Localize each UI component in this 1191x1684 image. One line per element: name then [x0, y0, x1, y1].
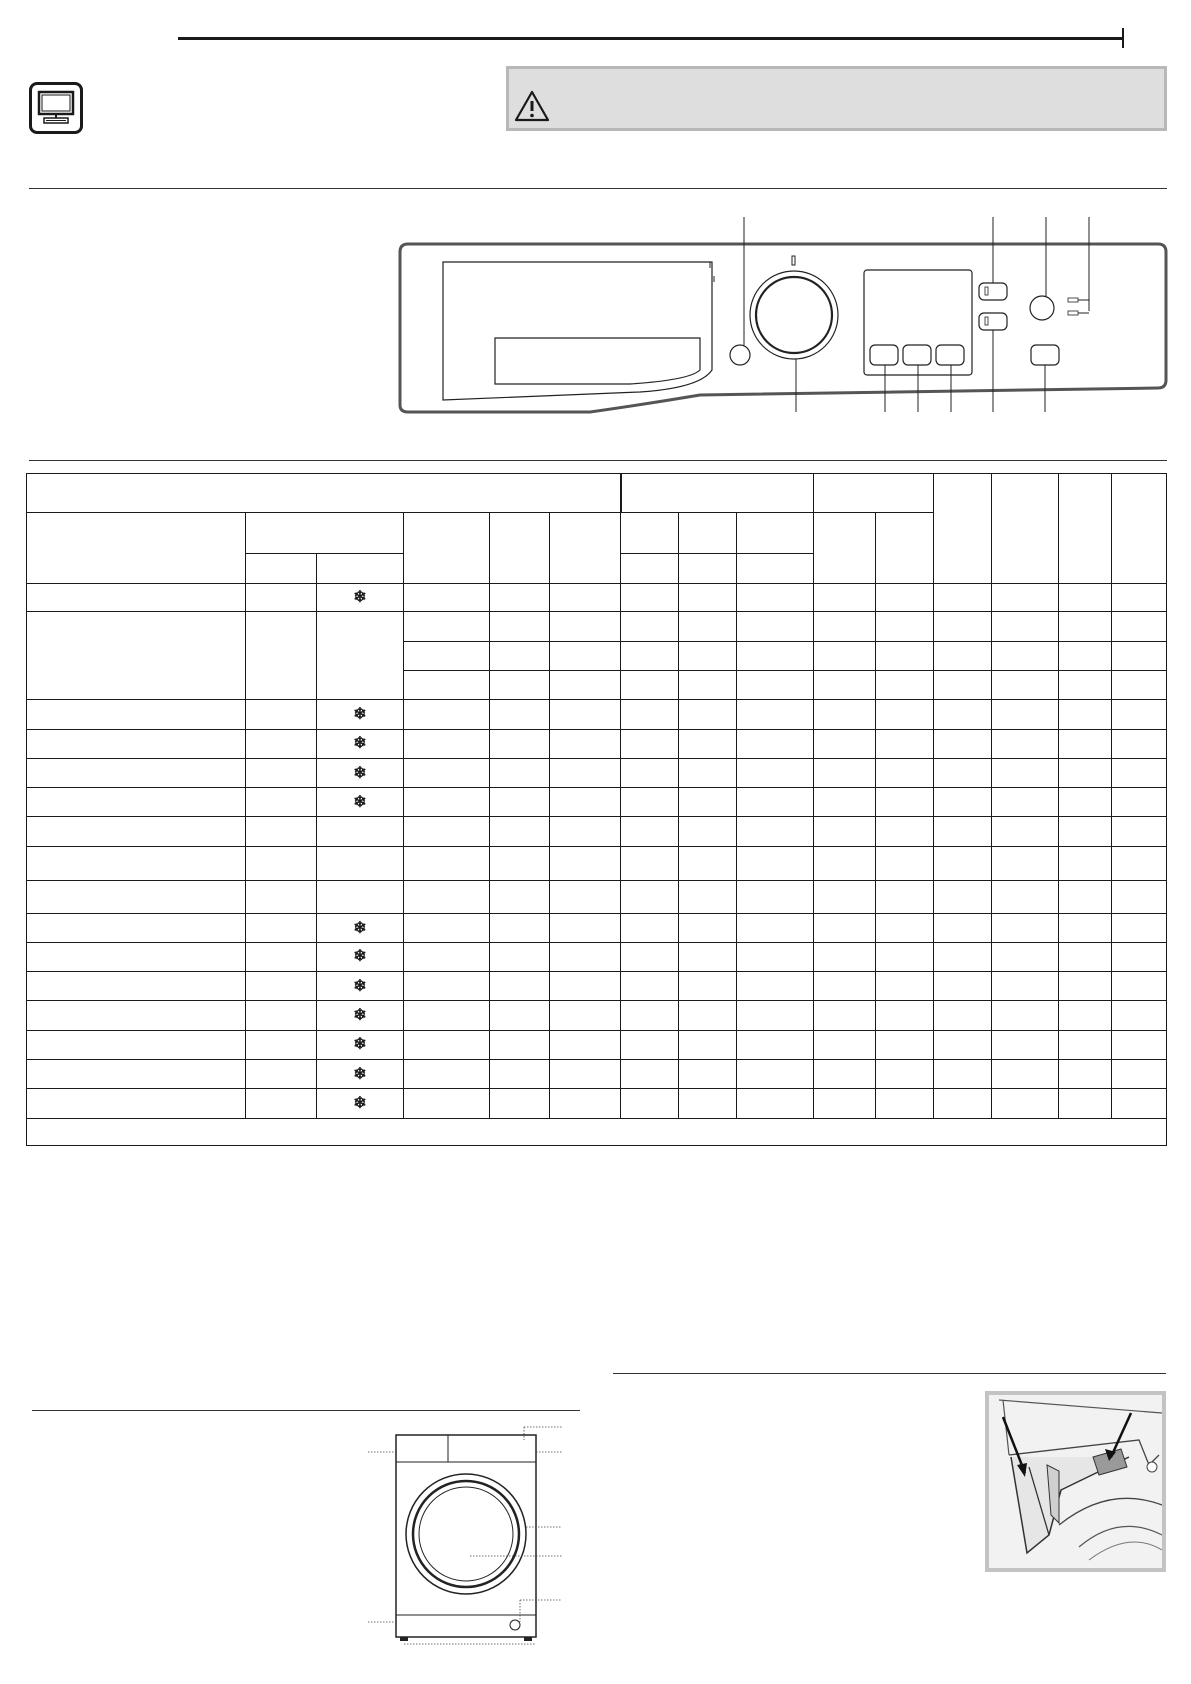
table-row: [27, 729, 1167, 758]
function-button-3: [936, 345, 964, 365]
table-row: [27, 942, 1167, 971]
table-row: [27, 1001, 1167, 1030]
detergent-drawer-figure: [985, 1391, 1166, 1572]
snowflake-icon: ❄: [353, 948, 367, 966]
table-row: [27, 1059, 1167, 1088]
snowflake-icon: ❄: [353, 764, 367, 782]
snowflake-icon: ❄: [353, 1094, 367, 1112]
table-footnote-row: [27, 1118, 1167, 1145]
function-button-1: [870, 345, 898, 365]
option-button-1: [979, 283, 1007, 300]
section-rule: [32, 1410, 580, 1411]
snowflake-icon: ❄: [353, 919, 367, 937]
table-row: [27, 1089, 1167, 1118]
function-button-2: [903, 345, 931, 365]
table-row: [27, 612, 1167, 641]
table-row: [27, 788, 1167, 817]
snowflake-icon: ❄: [353, 589, 367, 607]
indicator-led-2: [1068, 311, 1078, 315]
table-row: [27, 817, 1167, 846]
table-row: [27, 846, 1167, 880]
top-rule-end-tick: [1122, 28, 1124, 48]
programme-table: [26, 473, 1167, 1146]
table-row: [27, 1030, 1167, 1059]
snowflake-icon: ❄: [353, 1036, 367, 1054]
filter-cover: [510, 1620, 520, 1630]
top-rule: [178, 37, 1122, 40]
control-panel-diagram: [395, 212, 1175, 420]
snowflake-icon: ❄: [353, 705, 367, 723]
option-button-2: [979, 313, 1007, 330]
table-row: [27, 914, 1167, 942]
table-row: [27, 758, 1167, 787]
drawer-handle: [495, 338, 700, 384]
table-row: [27, 584, 1167, 612]
table-row: [27, 700, 1167, 729]
snowflake-icon: ❄: [353, 977, 367, 995]
table-header-row: [27, 474, 1167, 513]
monitor-icon: [29, 82, 83, 134]
section-rule: [613, 1373, 1166, 1374]
snowflake-icon: ❄: [353, 1006, 367, 1024]
start-pause-button: [1030, 296, 1054, 320]
washing-machine-front-diagram: [360, 1418, 570, 1646]
table-row: [27, 972, 1167, 1001]
warning-box: [506, 66, 1167, 131]
indicator-led-1: [1068, 298, 1078, 302]
section-rule: [29, 188, 1167, 189]
snowflake-icon: ❄: [353, 793, 367, 811]
snowflake-icon: ❄: [353, 735, 367, 753]
function-button-4: [1031, 345, 1059, 365]
section-rule: [29, 460, 1167, 461]
snowflake-icon: ❄: [353, 1065, 367, 1083]
table-row: [27, 881, 1167, 914]
detergent-drawer-photo: [989, 1395, 1162, 1568]
power-button: [730, 345, 750, 365]
warning-triangle-icon: [514, 90, 550, 122]
